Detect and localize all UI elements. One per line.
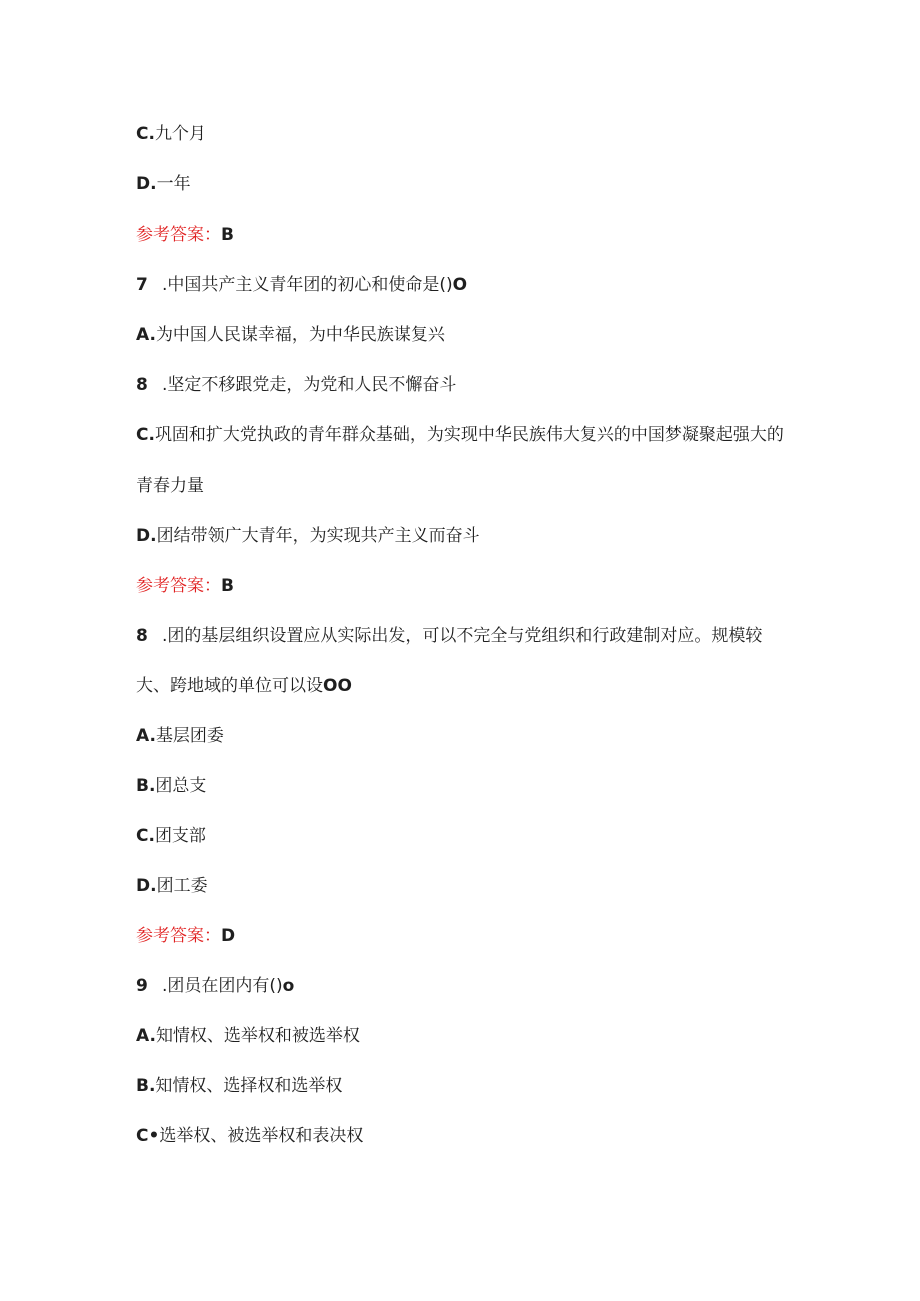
question-number: 8 bbox=[136, 375, 148, 395]
option-b-line bbox=[136, 773, 206, 799]
question-tail: o bbox=[282, 976, 295, 996]
option-text: 知情权、选择权和选举权 bbox=[155, 1076, 343, 1096]
option-text: 巩固和扩大党执政的青年群众基础，为实现中华民族伟大复兴的中国梦凝聚起强大的 bbox=[154, 425, 784, 445]
option-a-line bbox=[136, 723, 224, 749]
option-text: 选举权、被选举权和表决权 bbox=[159, 1126, 364, 1146]
option-text: 团结带领广大青年，为实现共产主义而奋斗 bbox=[156, 526, 480, 546]
answer-value: D bbox=[221, 926, 236, 946]
option-label: D. bbox=[136, 526, 157, 546]
question-number: 7 bbox=[136, 275, 148, 295]
option-c-line bbox=[136, 121, 206, 147]
question-8-continuation bbox=[136, 673, 352, 699]
option-c-continuation bbox=[136, 473, 204, 499]
option-c-line bbox=[136, 422, 784, 448]
option-c-line bbox=[136, 1123, 363, 1149]
option-label: C. bbox=[136, 124, 155, 144]
option-label: A. bbox=[136, 325, 156, 345]
answer-label: 参考答案： bbox=[136, 225, 221, 245]
option-text: 为中国人民谋幸福，为中华民族谋复兴 bbox=[155, 325, 445, 345]
option-label: A. bbox=[136, 726, 156, 746]
question-tail: O bbox=[452, 275, 468, 295]
option-a-line bbox=[136, 1023, 360, 1049]
answer-line bbox=[136, 923, 235, 949]
answer-label: 参考答案： bbox=[136, 576, 221, 596]
option-a-line bbox=[136, 322, 445, 348]
question-number: 9 bbox=[136, 976, 148, 996]
question-9 bbox=[136, 973, 294, 999]
option-text: 九个月 bbox=[154, 124, 206, 144]
option-text: 基层团委 bbox=[155, 726, 224, 746]
option-label: B. bbox=[136, 1076, 156, 1096]
answer-label: 参考答案： bbox=[136, 926, 221, 946]
option-c-line bbox=[136, 823, 206, 849]
question-text: .中国共产主义青年团的初心和使命是() bbox=[162, 275, 453, 295]
option-label: A. bbox=[136, 1026, 156, 1046]
option-text: 团工委 bbox=[156, 876, 208, 896]
option-text: 团总支 bbox=[155, 776, 207, 796]
option-label: C. bbox=[136, 826, 155, 846]
option-text: 团支部 bbox=[154, 826, 206, 846]
option-text: 一年 bbox=[156, 174, 191, 194]
question-number: 8 bbox=[136, 626, 148, 646]
answer-value: B bbox=[221, 225, 234, 245]
question-text: .团员在团内有() bbox=[162, 976, 283, 996]
question-tail: OO bbox=[323, 676, 352, 696]
question-text: 大、跨地域的单位可以设 bbox=[136, 676, 323, 696]
option-label: B. bbox=[136, 776, 156, 796]
option-label: C• bbox=[136, 1126, 160, 1146]
numbered-line-8 bbox=[136, 372, 456, 398]
question-text: .团的基层组织设置应从实际出发，可以不完全与党组织和行政建制对应。规模较 bbox=[162, 626, 763, 646]
option-label: D. bbox=[136, 876, 157, 896]
option-label: C. bbox=[136, 425, 155, 445]
option-text: 知情权、选举权和被选举权 bbox=[155, 1026, 360, 1046]
answer-value: B bbox=[221, 576, 234, 596]
option-d-line bbox=[136, 171, 191, 197]
question-8 bbox=[136, 623, 762, 649]
option-d-line bbox=[136, 523, 480, 549]
option-text: 青春力量 bbox=[136, 476, 204, 496]
option-label: D. bbox=[136, 174, 157, 194]
answer-line bbox=[136, 222, 234, 248]
option-b-line bbox=[136, 1073, 342, 1099]
question-7 bbox=[136, 272, 467, 298]
answer-line bbox=[136, 573, 234, 599]
option-d-line bbox=[136, 873, 208, 899]
question-text: .坚定不移跟党走，为党和人民不懈奋斗 bbox=[162, 375, 457, 395]
